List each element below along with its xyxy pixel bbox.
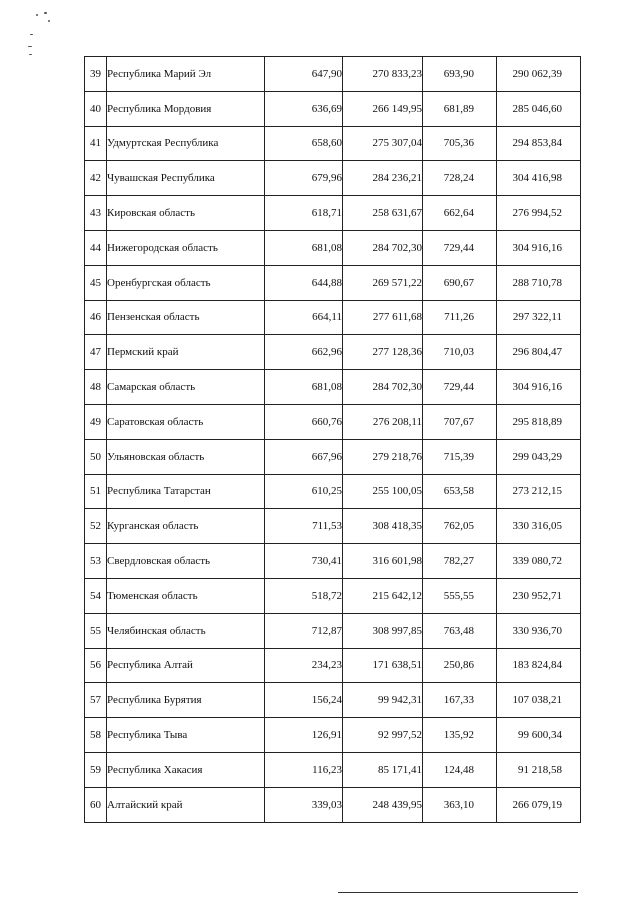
value-2: 284 236,21 — [343, 161, 423, 196]
value-1: 658,60 — [265, 126, 343, 161]
region-name: Республика Татарстан — [107, 474, 265, 509]
value-2: 270 833,23 — [343, 57, 423, 92]
value-4: 183 824,84 — [497, 648, 581, 683]
value-1: 339,03 — [265, 787, 343, 822]
value-3: 782,27 — [423, 544, 497, 579]
value-1: 126,91 — [265, 718, 343, 753]
value-4: 304 416,98 — [497, 161, 581, 196]
row-number: 39 — [85, 57, 107, 92]
value-1: 681,08 — [265, 370, 343, 405]
table-row — [85, 335, 581, 370]
region-name: Саратовская область — [107, 404, 265, 439]
value-3: 729,44 — [423, 370, 497, 405]
table-row — [85, 126, 581, 161]
region-name: Челябинская область — [107, 613, 265, 648]
row-number: 56 — [85, 648, 107, 683]
table-body — [85, 57, 581, 823]
row-number: 42 — [85, 161, 107, 196]
row-number: 48 — [85, 370, 107, 405]
row-number: 54 — [85, 578, 107, 613]
region-name: Республика Марий Эл — [107, 57, 265, 92]
value-4: 297 322,11 — [497, 300, 581, 335]
scan-dot — [30, 34, 33, 35]
row-number: 40 — [85, 91, 107, 126]
scan-dot — [28, 46, 32, 47]
value-4: 99 600,34 — [497, 718, 581, 753]
value-1: 156,24 — [265, 683, 343, 718]
table-row — [85, 230, 581, 265]
value-1: 664,11 — [265, 300, 343, 335]
value-1: 644,88 — [265, 265, 343, 300]
scan-dot — [44, 12, 47, 14]
value-2: 284 702,30 — [343, 370, 423, 405]
region-name: Оренбургская область — [107, 265, 265, 300]
value-2: 308 418,35 — [343, 509, 423, 544]
region-name: Свердловская область — [107, 544, 265, 579]
value-1: 679,96 — [265, 161, 343, 196]
value-2: 255 100,05 — [343, 474, 423, 509]
table-row — [85, 265, 581, 300]
region-name: Республика Мордовия — [107, 91, 265, 126]
row-number: 57 — [85, 683, 107, 718]
row-number: 50 — [85, 439, 107, 474]
value-3: 711,26 — [423, 300, 497, 335]
value-2: 275 307,04 — [343, 126, 423, 161]
region-name: Республика Бурятия — [107, 683, 265, 718]
table-row — [85, 57, 581, 92]
value-2: 85 171,41 — [343, 752, 423, 787]
value-2: 171 638,51 — [343, 648, 423, 683]
value-3: 707,67 — [423, 404, 497, 439]
value-4: 273 212,15 — [497, 474, 581, 509]
region-name: Пермский край — [107, 335, 265, 370]
row-number: 47 — [85, 335, 107, 370]
region-name: Удмуртская Республика — [107, 126, 265, 161]
value-4: 304 916,16 — [497, 230, 581, 265]
table-row — [85, 752, 581, 787]
region-name: Чувашская Республика — [107, 161, 265, 196]
row-number: 51 — [85, 474, 107, 509]
table-row — [85, 613, 581, 648]
value-1: 712,87 — [265, 613, 343, 648]
value-3: 705,36 — [423, 126, 497, 161]
row-number: 58 — [85, 718, 107, 753]
table-row — [85, 300, 581, 335]
value-2: 276 208,11 — [343, 404, 423, 439]
row-number: 41 — [85, 126, 107, 161]
table-row — [85, 544, 581, 579]
table-row — [85, 196, 581, 231]
value-2: 248 439,95 — [343, 787, 423, 822]
value-3: 681,89 — [423, 91, 497, 126]
row-number: 46 — [85, 300, 107, 335]
value-2: 269 571,22 — [343, 265, 423, 300]
value-1: 711,53 — [265, 509, 343, 544]
region-name: Республика Тыва — [107, 718, 265, 753]
table-row — [85, 370, 581, 405]
scan-dot — [29, 54, 32, 55]
value-4: 266 079,19 — [497, 787, 581, 822]
region-name: Ульяновская область — [107, 439, 265, 474]
regions-table — [84, 56, 581, 823]
region-name: Пензенская область — [107, 300, 265, 335]
value-4: 276 994,52 — [497, 196, 581, 231]
value-1: 681,08 — [265, 230, 343, 265]
region-name: Самарская область — [107, 370, 265, 405]
table-row — [85, 683, 581, 718]
value-3: 690,67 — [423, 265, 497, 300]
value-3: 124,48 — [423, 752, 497, 787]
value-1: 518,72 — [265, 578, 343, 613]
row-number: 59 — [85, 752, 107, 787]
value-1: 610,25 — [265, 474, 343, 509]
value-4: 299 043,29 — [497, 439, 581, 474]
region-name: Алтайский край — [107, 787, 265, 822]
value-1: 660,76 — [265, 404, 343, 439]
value-2: 258 631,67 — [343, 196, 423, 231]
value-1: 730,41 — [265, 544, 343, 579]
value-2: 284 702,30 — [343, 230, 423, 265]
value-3: 728,24 — [423, 161, 497, 196]
value-3: 135,92 — [423, 718, 497, 753]
value-4: 304 916,16 — [497, 370, 581, 405]
row-number: 44 — [85, 230, 107, 265]
table-row — [85, 161, 581, 196]
value-2: 316 601,98 — [343, 544, 423, 579]
value-4: 107 038,21 — [497, 683, 581, 718]
value-2: 277 128,36 — [343, 335, 423, 370]
value-4: 294 853,84 — [497, 126, 581, 161]
value-2: 308 997,85 — [343, 613, 423, 648]
row-number: 43 — [85, 196, 107, 231]
value-2: 277 611,68 — [343, 300, 423, 335]
value-3: 729,44 — [423, 230, 497, 265]
row-number: 52 — [85, 509, 107, 544]
page-bottom-rule — [338, 892, 578, 893]
value-4: 91 218,58 — [497, 752, 581, 787]
value-3: 555,55 — [423, 578, 497, 613]
row-number: 49 — [85, 404, 107, 439]
row-number: 55 — [85, 613, 107, 648]
scan-dot — [48, 20, 50, 22]
value-4: 230 952,71 — [497, 578, 581, 613]
region-name: Курганская область — [107, 509, 265, 544]
value-3: 363,10 — [423, 787, 497, 822]
table-row — [85, 91, 581, 126]
value-3: 710,03 — [423, 335, 497, 370]
table-row — [85, 474, 581, 509]
value-2: 92 997,52 — [343, 718, 423, 753]
value-1: 667,96 — [265, 439, 343, 474]
row-number: 60 — [85, 787, 107, 822]
value-4: 330 936,70 — [497, 613, 581, 648]
value-3: 763,48 — [423, 613, 497, 648]
value-1: 636,69 — [265, 91, 343, 126]
value-4: 288 710,78 — [497, 265, 581, 300]
value-2: 279 218,76 — [343, 439, 423, 474]
value-3: 762,05 — [423, 509, 497, 544]
value-4: 295 818,89 — [497, 404, 581, 439]
table-row — [85, 404, 581, 439]
value-1: 116,23 — [265, 752, 343, 787]
value-1: 234,23 — [265, 648, 343, 683]
value-4: 285 046,60 — [497, 91, 581, 126]
table-row — [85, 787, 581, 822]
region-name: Республика Алтай — [107, 648, 265, 683]
table-row — [85, 439, 581, 474]
value-3: 250,86 — [423, 648, 497, 683]
value-3: 693,90 — [423, 57, 497, 92]
value-4: 339 080,72 — [497, 544, 581, 579]
value-1: 647,90 — [265, 57, 343, 92]
value-4: 290 062,39 — [497, 57, 581, 92]
region-name: Республика Хакасия — [107, 752, 265, 787]
row-number: 53 — [85, 544, 107, 579]
table-row — [85, 578, 581, 613]
value-1: 662,96 — [265, 335, 343, 370]
value-3: 167,33 — [423, 683, 497, 718]
value-2: 215 642,12 — [343, 578, 423, 613]
value-3: 653,58 — [423, 474, 497, 509]
table-row — [85, 509, 581, 544]
scan-dot — [36, 14, 38, 16]
row-number: 45 — [85, 265, 107, 300]
table-row — [85, 718, 581, 753]
value-4: 296 804,47 — [497, 335, 581, 370]
value-2: 99 942,31 — [343, 683, 423, 718]
region-name: Кировская область — [107, 196, 265, 231]
value-2: 266 149,95 — [343, 91, 423, 126]
table-row — [85, 648, 581, 683]
value-1: 618,71 — [265, 196, 343, 231]
value-3: 715,39 — [423, 439, 497, 474]
value-4: 330 316,05 — [497, 509, 581, 544]
region-name: Нижегородская область — [107, 230, 265, 265]
region-name: Тюменская область — [107, 578, 265, 613]
value-3: 662,64 — [423, 196, 497, 231]
